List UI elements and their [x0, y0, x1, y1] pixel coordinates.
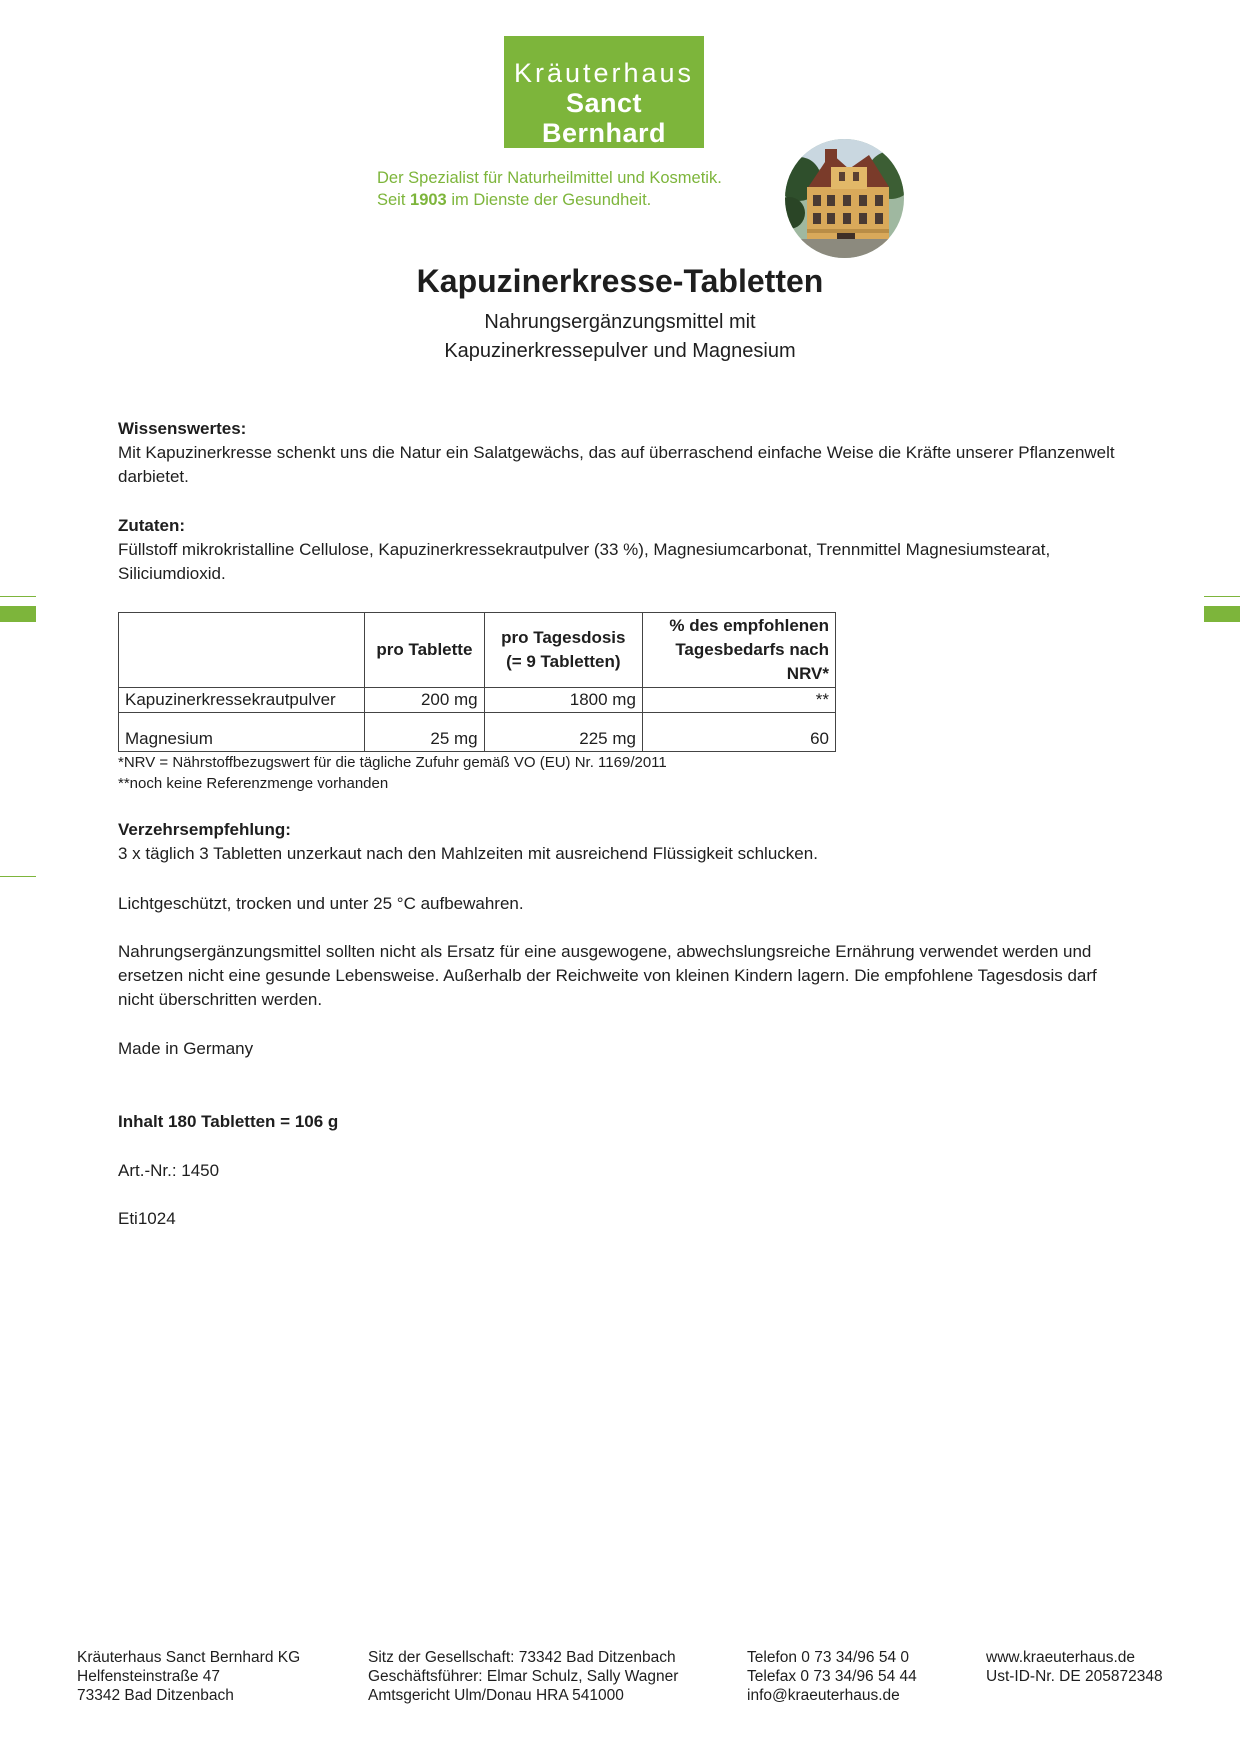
logo-line-2: Sanct Bernhard: [541, 88, 667, 148]
tagline-year: 1903: [410, 191, 447, 209]
wissenswertes-text: Mit Kapuzinerkresse schenkt uns die Natur ein Salatgewächs, das auf überraschend einfache Weise die Kräfte unserer Pflanzenwelt darbietet.: [118, 443, 1115, 486]
footnote-no-reference: **noch keine Referenzmenge vorhanden: [118, 775, 389, 792]
table-row: [119, 688, 836, 713]
table-header-per-daily-dose: [484, 613, 642, 688]
logo-line-1: Kräuterhaus: [513, 58, 695, 88]
left-margin-line-top: [0, 596, 36, 597]
wissenswertes-section: [118, 417, 1128, 489]
table-cell-per-daily-dose: 225 mg: [484, 713, 642, 752]
verzehr-section: [118, 818, 1128, 866]
table-cell-nrv: 60: [642, 713, 835, 752]
tagline-prefix: Seit: [377, 191, 411, 209]
zutaten-heading: Zutaten:: [118, 516, 186, 535]
zutaten-text: Füllstoff mikrokristalline Cellulose, Kapuzinerkressekrautpulver (33 %), Magnesiumcarbonat, Trennmittel Magnesiumstearat, Siliciumdioxid.: [118, 540, 1051, 583]
header-3-line-2: (= 9 Tabletten): [506, 652, 621, 671]
building-photo: [785, 139, 904, 258]
footer-company-name: Kräuterhaus Sanct Bernhard KG: [77, 1649, 301, 1666]
header-4-line-2: Tagesbedarfs nach: [675, 640, 829, 659]
right-margin-line-top: [1204, 596, 1240, 597]
footer-company: [77, 1648, 300, 1705]
table-cell-ingredient: Magnesium: [119, 713, 365, 752]
verzehr-heading: Verzehrsempfehlung:: [118, 820, 291, 839]
table-cell-ingredient: Kapuzinerkressekrautpulver: [119, 688, 365, 713]
footer-city: 73342 Bad Ditzenbach: [77, 1687, 234, 1704]
brand-logo: [504, 36, 704, 148]
verzehr-text: 3 x täglich 3 Tabletten unzerkaut nach den Mahlzeiten mit ausreichend Flüssigkeit schlucken.: [118, 844, 818, 863]
content-amount: Inhalt 180 Tabletten = 106 g: [118, 1112, 339, 1131]
left-margin-bar: [0, 606, 36, 622]
footnote-nrv: *NRV = Nährstoffbezugswert für die tägliche Zufuhr gemäß VO (EU) Nr. 1169/2011: [118, 754, 667, 771]
table-cell-per-tablet: 200 mg: [365, 688, 485, 713]
right-margin-bar: [1204, 606, 1240, 622]
tagline-line-2: [377, 189, 777, 211]
footer-contact: [747, 1648, 917, 1705]
article-number: Art.-Nr.: 1450: [118, 1161, 220, 1180]
subtitle-line-1: Nahrungsergänzungsmittel mit: [484, 311, 756, 333]
warning-text: Nahrungsergänzungsmittel sollten nicht als Ersatz für eine ausgewogene, abwechslungsreiche Ernährung verwendet werden und ersetzen nicht eine gesunde Lebensweise. Außerhalb der Reichweite von kleinen Kindern lagern. Die empfohlene Tagesdosis darf nicht überschritten werden.: [118, 942, 1097, 1009]
storage-text: Lichtgeschützt, trocken und unter 25 °C aufbewahren.: [118, 894, 524, 913]
tagline-suffix: im Dienste der Gesundheit.: [446, 191, 652, 209]
footer-street: Helfensteinstraße 47: [77, 1668, 221, 1685]
eti-code: Eti1024: [118, 1209, 176, 1228]
header-4-line-1: % des empfohlenen: [669, 616, 829, 635]
subtitle-line-2: Kapuzinerkressepulver und Magnesium: [444, 340, 796, 362]
tagline-line-1: Der Spezialist für Naturheilmittel und Kosmetik.: [377, 169, 722, 187]
zutaten-section: [118, 514, 1128, 586]
table-cell-nrv: **: [642, 688, 835, 713]
header-4-line-3: NRV*: [786, 664, 829, 683]
table-header-empty: [119, 613, 365, 688]
footer-email[interactable]: info@kraeuterhaus.de: [747, 1687, 900, 1704]
left-margin-line-bottom: [0, 876, 36, 877]
footer-register: Amtsgericht Ulm/Donau HRA 541000: [368, 1687, 624, 1704]
footer-web: [986, 1648, 1163, 1686]
nutrition-table: [118, 612, 836, 752]
table-header-row: [119, 613, 836, 688]
building-illustration: [785, 139, 904, 258]
made-in-text: Made in Germany: [118, 1039, 254, 1058]
footer-seat: Sitz der Gesellschaft: 73342 Bad Ditzenbach: [368, 1649, 676, 1666]
table-header-per-tablet: pro Tablette: [365, 613, 485, 688]
product-subtitle: [0, 308, 1240, 366]
footer-legal: [368, 1648, 678, 1705]
table-footnotes: [118, 752, 667, 794]
header-3-line-1: pro Tagesdosis: [501, 628, 626, 647]
footer-fax: Telefax 0 73 34/96 54 44: [747, 1668, 917, 1685]
table-row: [119, 713, 836, 752]
wissenswertes-heading: Wissenswertes:: [118, 419, 247, 438]
footer-managers: Geschäftsführer: Elmar Schulz, Sally Wagner: [368, 1668, 679, 1685]
footer-website[interactable]: www.kraeuterhaus.de: [986, 1649, 1136, 1666]
footer-phone: Telefon 0 73 34/96 54 0: [747, 1649, 910, 1666]
table-header-nrv: [642, 613, 835, 688]
footer-vat-id: Ust-ID-Nr. DE 205872348: [986, 1668, 1163, 1685]
table-cell-per-daily-dose: 1800 mg: [484, 688, 642, 713]
table-cell-per-tablet: 25 mg: [365, 713, 485, 752]
product-title: Kapuzinerkresse-Tabletten: [416, 263, 824, 299]
brand-tagline: [377, 167, 777, 211]
